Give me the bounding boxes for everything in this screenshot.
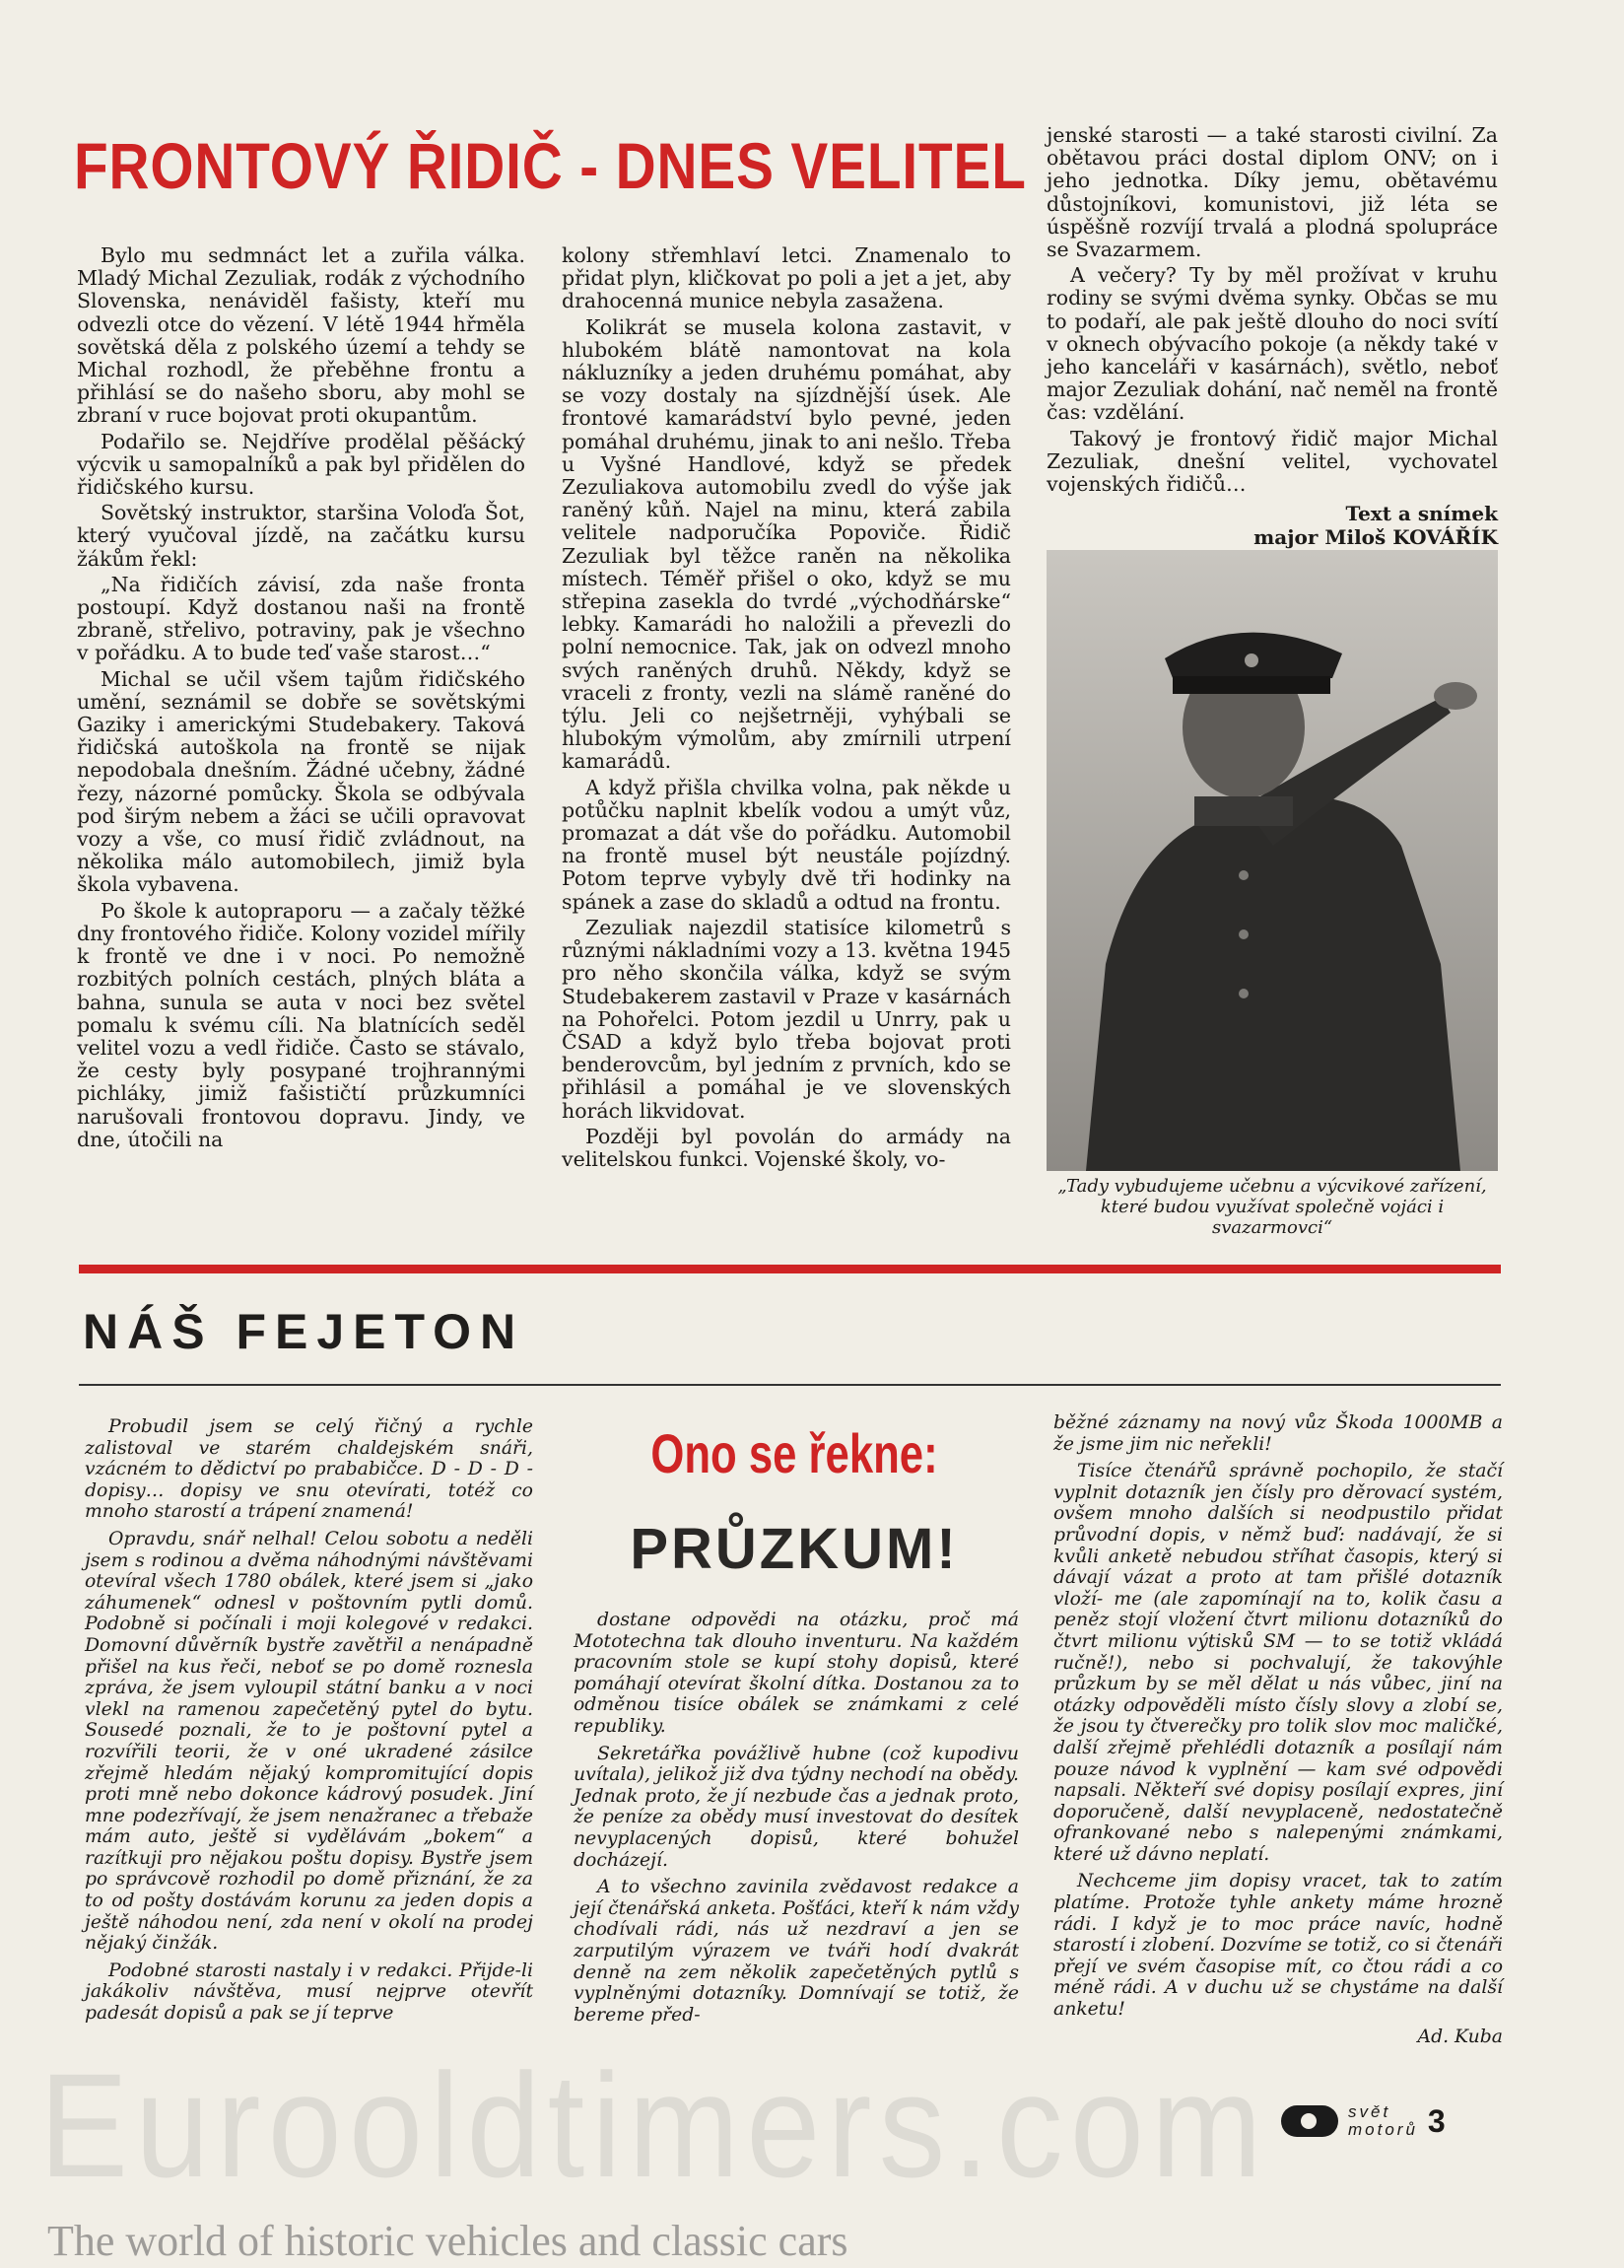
article-paragraph: A večery? Ty by měl prožívat v kruhu rodiny se svými dvěma synky. Občas se mu to podaří, ale pak ještě dlouho do noci svítí v oknech obývacího pokoje (a někdy také v jeho kanceláři v kasárnách), světlo, neboť major Zezuliak dohání, nač neměl na frontě čas: vzdělání. [1047,263,1498,425]
article-paragraph: jenské starosti — a také starosti civilní. Za obětavou práci dostal diplom ONV; on i jeho jednotka. Díky jemu, obětavému důstojníkovi, komunistovi, již léta se úspěšně rozvíjí trvalá a plodná spolupráce se Svazarmem. [1047,123,1498,262]
article-paragraph: kolony střemhlaví letci. Znamenalo to přidat plyn, kličkovat po poli a jet a jet, aby drahocenná munice nebyla zasažena. [562,243,1011,313]
photo-credit [1047,502,1498,549]
article-paragraph: Bylo mu sedmnáct let a zuřila válka. Mladý Michal Zezuliak, rodák z východního Slovenska, nenáviděl fašisty, kteří mu odvezli otce do vězení. V létě 1944 hřměla sovětská děla z polského území a tehdy se Michal rozhodl, že přeběhne frontu a přihlásí se do našeho sboru, aby mohl se zbraní v ruce bojovat proti okupantům. [77,243,525,428]
feuilleton-paragraph: dostane odpovědi na otázku, proč má Mototechna tak dlouho inventuru. Na každém pracovním stole se kupí stohy dopisů, které pomáhají otevírat školní dítka. Dostanou za to odměnou tisíce obálek se známkami z celé republiky. [574,1610,1019,1737]
feuilleton-paragraph: Probudil jsem se celý řičný a rychle zalistoval ve starém chaldejském snáři, vzácném to dědictví po prababičce. D - D - D - dopisy… dopisy ve snu otevírati, totéž co mnoho starostí a trápení znamená! [85,1416,533,1523]
feuilleton-column-1 [85,1416,533,2030]
feuilleton-title: PRŮZKUM! [630,1517,959,1581]
article-column-2 [562,244,1011,1174]
article-headline: FRONTOVÝ ŘIDIČ - DNES VELITEL [74,129,1027,202]
article-paragraph: Takový je frontový řidič major Michal Zezuliak, dnešní velitel, vychovatel vojenských řidičů… [1047,426,1498,497]
article-column-3 [1047,124,1498,549]
feuilleton-kicker: Ono se řekne: [650,1422,938,1484]
feuilleton-column-3 [1053,1412,1503,2047]
feuilleton-paragraph: A to všechno zavinila zvědavost redakce a její čtenářská anketa. Pošťáci, kteří k nám vždy chodívali rádi, nás už nezdraví a jen se zarputilým výrazem ve tváři hodí dvakrát denně na zem několik zapečetěných pytlů s vyplněnými dotazníky. Domnívají se totiž, že bereme před- [574,1877,1019,2026]
article-column-1 [77,244,525,1154]
watermark-logo: Eurooldtimers.com [39,2042,1269,2208]
officer-pointing-illustration [1047,550,1498,1171]
section-divider-thin [79,1384,1501,1386]
watermark-tagline: The world of historic vehicles and classic cars [47,2217,848,2265]
article-paragraph: Sovětský instruktor, staršina Voloďa Šot, který vyučoval jízdě, na začátku kursu žákům řekl: [77,501,525,571]
logo-text [1348,2103,1418,2139]
credit-line-1: Text a snímek [1345,502,1498,526]
magazine-logo [1281,2096,1498,2147]
photo-caption: „Tady vybudujeme učebnu a výcvikové zařízení, které budou využívat společně vojáci i svazarmovci“ [1057,1176,1487,1238]
feuilleton-paragraph: běžné záznamy na nový vůz Škoda 1000MB a že jsme jim nic neřekli! [1053,1412,1503,1455]
article-paragraph: A když přišla chvilka volna, pak někde u potůčku naplnit kbelík vodou a umýt vůz, promazat a dát vše do pořádku. Automobil na frontě musel být neustále pojízdný. Potom teprve vybyly dvě tři hodinky na spánek a zase do skladů a odtud na frontu. [562,775,1011,914]
feuilleton-paragraph: Opravdu, snář nelhal! Celou sobotu a neděli jsem s rodinou a dvěma náhodnými návštěvami otevíral všech 1780 obálek, které jsem si „jako záhumenek“ odnesl v poštovním pytli domů. Podobně si počínali i moji kolegové v redakci. Domovní důvěrník bystře zavětřil a nenápadně přišel na kus řeči, neboť se po domě roznesla zpráva, že jsem vyloupil státní banku a v noci vlekl na ramenou zapečetěný pytel do bytu. Sousedé poznali, že to je poštovní pytel a rozvířili teorii, že v oné ukradené zásilce zřejmě hledám nějaký kompromitující dopis proti mně nebo dokonce kádrový posudek. Jiní mne podezřívají, že jsem nenažranec a třebaže mám auto, ještě si vydělávám „bokem“ a razítkuji pro nějakou poštu dopisy. Bystře jsem po správcově rozhodil po domě přiznání, že za to od pošty dostávám korunu za jeden dopis a ještě náhodou není, zda není v okolí na prodej nějaký činžák. [85,1528,533,1955]
article-paragraph: Zezuliak najezdil statisíce kilometrů s různými nákladními vozy a 13. května 1945 pro něho skončila válka, když se svým Studebakerem zastavil v Praze v kasárnách na Pohořelci. Potom jezdil u Unrry, pak u ČSAD a když bylo třeba bojovat proti benderovcům, byl jedním z prvních, kdo se přihlásil a pomáhal je ve slovenských horách likvidovat. [562,915,1011,1123]
credit-line-2: major Miloš KOVÁŘÍK [1253,525,1498,550]
article-paragraph: Později byl povolán do armády na velitelskou funkci. Vojenské školy, vo- [562,1124,1011,1171]
article-paragraph: Kolikrát se musela kolona zastavit, v hlubokém blátě namontovat na kola nákluzníky a jeden druhému pomáhat, aby se vozy dostaly na sjízdnější úsek. Ale frontové kamarádství bylo pevné, jeden pomáhal druhému, jinak to ani nešlo. Třeba u Vyšné Handlové, když se předek Zezuliakova automobilu zvedl do výše jak raněný kůň. Najel na minu, která zabila velitele nadporučíka Popoviče. Řidič Zezuliak byl těžce raněn na několika místech. Téměř přišel o oko, když se mu střepina zasekla do tvrdé „východňárske“ lebky. Kamarádi ho naložili a převezli do polní nemocnice. Tak, jak on odvezl mnoho svých raněných druhů. Někdy, když se vraceli z fronty, vezli na slámě raněné do týlu. Jeli co nejšetrněji, vyhýbali se hlubokým výmolům, aby zmírnili utrpení kamarádů. [562,314,1011,774]
feuilleton-paragraph: Tisíce čtenářů správně pochopilo, že stačí vyplnit dotazník jen čísly pro děrovací systém, ovšem mnoho dalších si neodpustilo přidat průvodní dopis, v němž buď: nadávají, že si kvůli anketě nebudou stříhat časopis, který si dávají vázat a proto at tam přišlé dotazník vloží- me (ale zapomínají na to, kolik času a peněz stojí vložení čtvrt milionu dotazníků do čtvrt milionu výtisků SM — to se totiž vkládá ručně!), nebo si pochvalují, že takovýhle průzkum by se měl dělat u nás vůbec, jiní na otázky odpověděli místo čísly slovy a zlobí se, že jsou ty čtverečky pro tolik slov moc maličké, další zřejmě přehlédli dotazník a posílají nám pouze návod k vyplnění — kam své odpovědi napsali. Někteří své dopisy posílají expres, jiní doporučeně, další nevyplaceně, nedostatečně ofrankované nebo s nalepenými známkami, které už dávno neplatí. [1053,1461,1503,1865]
logo-line-1: svět [1348,2102,1391,2121]
feuilleton-paragraph: Nechceme jim dopisy vracet, tak to zatím platíme. Protože tyhle ankety máme hrozně rádi. I když je to moc práce navíc, hodně starostí i zlobení. Dozvíme se totiž, co si čtenáři přejí ve svém časopise mít, co čtou rádi a co méně rádi. A v duchu už se chystáme na další anketu! [1053,1871,1503,2021]
section-divider-red [79,1265,1501,1273]
officer-photo [1047,550,1498,1171]
feuilleton-paragraph: Sekretářka povážlivě hubne (což kupodivu uvítala), jelikož již dva týdny nechodí na obědy. Jednak proto, že jí nezbude čas a jednak proto, že peníze za obědy musí investovat do desítek nevyplacených dopisů, které bohužel docházejí. [574,1743,1019,1871]
article-paragraph: „Na řidičích závisí, zda naše fronta postoupí. Když dostanou naši na frontě zbraně, střelivo, potraviny, pak je všechno v pořádku. A to bude teď vaše starost…“ [77,572,525,665]
logo-line-2: motorů [1348,2120,1418,2139]
feuilleton-paragraph: Podobné starosti nastaly i v redakci. Přijde-li jakákoliv návštěva, musí nejprve otevřít padesát dopisů a pak se jí teprve [85,1959,533,2025]
article-paragraph: Michal se učil všem tajům řidičského umění, seznámil se dobře se sovětskými Gaziky i americkými Studebakery. Taková řidičská autoškola na frontě se nijak nepodobala dnešním. Žádné učebny, žádné řezy, názorné pomůcky. Škola se odbývala pod širým nebem a žáci se učili opravovat vozy a vše, co musí řidič zvládnout, na několika málo automobilech, jimiž byla škola vybavena. [77,666,525,897]
feuilleton-column-2 [574,1610,1019,2031]
article-paragraph: Po škole k autopraporu — a začaly těžké dny frontového řidiče. Kolony vozidel mířily k frontě ve dne i v noci. Po nemožně rozbitých polních cestách, plných bláta a bahna, sunula se auta v noci bez světel pomalu k svému cíli. Na blatnících seděl velitel vozu a vedl řidiče. Často se stávalo, že cesty byly posypané trojhrannými pichláky, jimiž fašističtí průzkumníci narušovali frontovou dopravu. Jindy, ve dne, útočili na [77,898,525,1151]
logo-mark-icon [1281,2105,1338,2137]
page-number: 3 [1427,2102,1446,2139]
article-paragraph: Podařilo se. Nejdříve prodělal pěšácký výcvik u samopalníků a pak byl přidělen do řidičského kursu. [77,429,525,500]
author-signature: Ad. Kuba [1417,2026,1503,2047]
section-title: NÁŠ FEJETON [83,1304,525,1359]
